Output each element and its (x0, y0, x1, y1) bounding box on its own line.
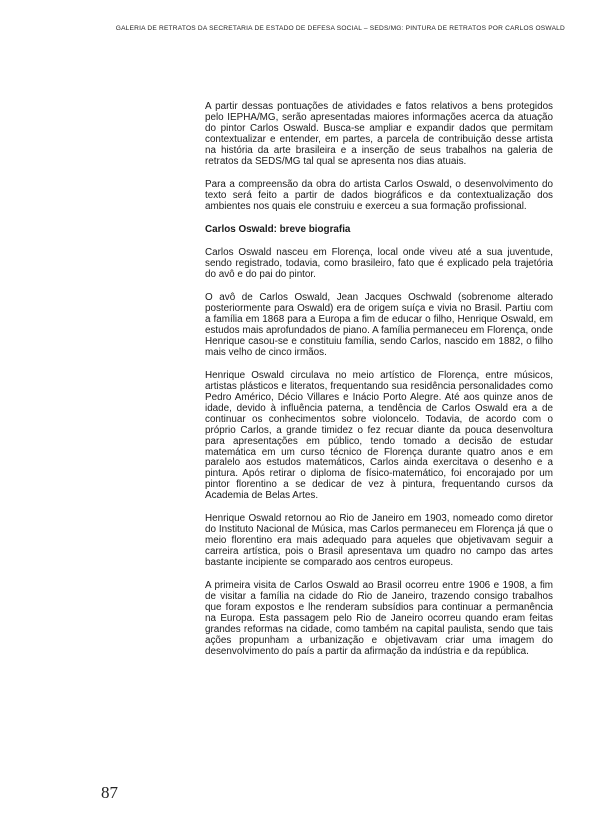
biography-paragraph: O avô de Carlos Oswald, Jean Jacques Oschwald (sobrenome alterado posteriormente para Oswald) era de origem suíça e vivia no Brasil. Partiu com a família em 1868 para a Europa a fim de educar o filho, Henrique Oswald, em estudos mais aprofundados de piano. A família permaneceu em Florença, onde Henrique casou-se e constituiu família, sendo Carlos, nascido em 1882, o filho mais velho de cinco irmãos. (205, 292, 553, 358)
biography-paragraph: Henrique Oswald circulava no meio artístico de Florença, entre músicos, artistas plásticos e literatos, frequentando sua residência personalidades como Pedro Américo, Décio Villares e Inácio Porto Alegre. Até aos quinze anos de idade, devido à influência paterna, a tendência de Carlos Oswald era a de continuar os conhecimentos sobre violoncelo. Todavia, de acordo com o próprio Carlos, a grande timidez o fez recuar diante da pouca desenvoltura para apresentações em público, tendo tomado a decisão de estudar matemática em um curso técnico de Florença durante quatro anos e em paralelo aos estudos matemáticos, Carlos ainda exercitava o desenho e a pintura. Após retirar o diploma de físico-matemático, foi encorajado por um pintor florentino a se dedicar de vez à pintura, frequentando cursos da Academia de Belas Artes. (205, 370, 553, 502)
intro-paragraph: Para a compreensão da obra do artista Carlos Oswald, o desenvolvimento do texto será feito a partir de dados biográficos e da contextualização dos ambientes nos quais ele construiu e exerceu a sua formação profissional. (205, 178, 553, 212)
running-header: GALERIA DE RETRATOS DA SECRETARIA DE ESTADO DE DEFESA SOCIAL – SEDS/MG: PINTURA DE RETRATOS POR CARLOS OSWALD (115, 25, 565, 32)
biography-paragraph: A primeira visita de Carlos Oswald ao Brasil ocorreu entre 1906 e 1908, a fim de visitar a família na cidade do Rio de Janeiro, trazendo consigo trabalhos que foram expostos e lhe renderam subsídios para continuar a permanência na Europa. Esta passagem pelo Rio de Janeiro ocorreu quando eram feitas grandes reformas na cidade, como também na capital paulista, sendo que tais ações propunham a urbanização e objetivavam criar uma imagem do desenvolvimento do país a partir da afirmação da indústria e da república. (205, 580, 553, 657)
page-number: 87 (101, 783, 118, 802)
biography-paragraph: Henrique Oswald retornou ao Rio de Janeiro em 1903, nomeado como diretor do Instituto Nacional de Música, mas Carlos permaneceu em Florença já que o meio florentino era mais adequado para aqueles que objetivavam seguir a carreira artística, pois o Brasil apresentava um quadro no campo das artes bastante incipiente se comparado aos centros europeus. (205, 513, 553, 569)
biography-paragraph: Carlos Oswald nasceu em Florença, local onde viveu até a sua juventude, sendo registrado, todavia, como brasileiro, fato que é explicado pela trajetória do avô e do pai do pintor. (205, 247, 553, 281)
body-text (205, 102, 553, 670)
intro-paragraph: A partir dessas pontuações de atividades e fatos relativos a bens protegidos pelo IEPHA/MG, serão apresentadas maiores informações acerca da atuação do pintor Carlos Oswald. Busca-se ampliar e expandir dados que permitam contextualizar e entender, em partes, a parcela de contribuição desse artista na história da arte brasileira e a inserção de seus trabalhos na galeria de retratos da SEDS/MG tal qual se apresenta nos dias atuais. (205, 101, 553, 167)
section-heading: Carlos Oswald: breve biografia (205, 223, 351, 235)
